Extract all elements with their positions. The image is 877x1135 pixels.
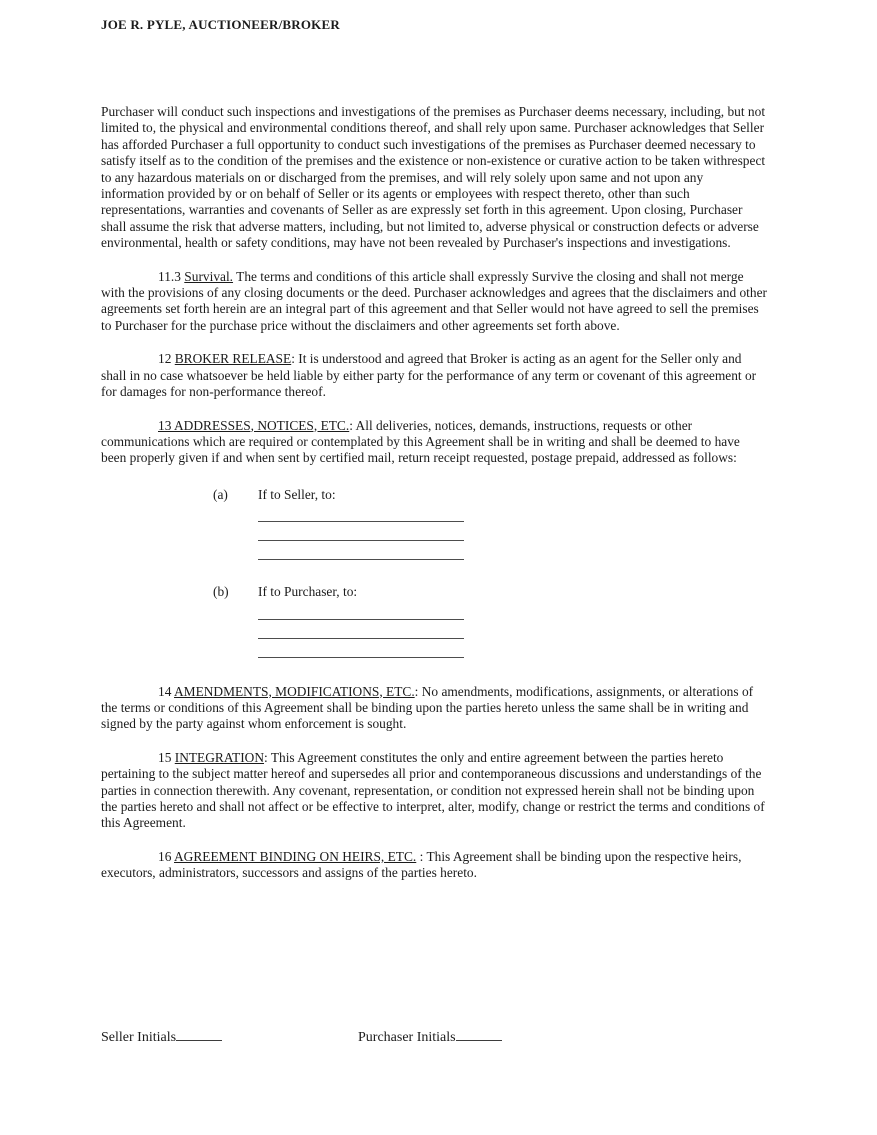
document-body — [101, 104, 767, 899]
notice-label-b: (b) — [213, 584, 229, 600]
seller-address-line-2 — [258, 522, 464, 541]
notice-text-seller: If to Seller, to: — [258, 486, 336, 502]
notice-address-seller — [101, 487, 767, 560]
section-heading: BROKER RELEASE — [174, 351, 292, 367]
section-body-text: : No amendments, modifications, assignments, or alterations of the terms or conditions of this Agreement shall be binding upon the parties hereto unless the same shall be in writing and signed by the party against whom enforcement is sought. — [101, 683, 754, 732]
section-13-addresses-notices — [101, 418, 767, 467]
section-body-text: The terms and conditions of this article shall expressly Survive the closing and shall not merge with the provisions of any closing documents or the deed. Purchaser acknowledges and agrees that the disclaimers and other agreements set forth herein are an integral part of this agreement and that Seller would not have agreed to sell the premises to Purchaser for the purchase price without the disclaimers and other agreements set forth above. — [101, 268, 767, 333]
purchaser-address-line-1 — [258, 601, 464, 620]
purchaser-address-line-3 — [258, 639, 464, 658]
purchaser-initials-blank — [456, 1026, 502, 1041]
seller-initials-blank — [176, 1026, 222, 1041]
purchaser-address-blank-lines — [258, 601, 464, 658]
notice-address-purchaser — [101, 584, 767, 657]
purchaser-initials-field — [358, 1026, 502, 1047]
section-heading: AMENDMENTS, MODIFICATIONS, ETC. — [174, 683, 415, 699]
section-number: 15 — [158, 749, 175, 765]
section-body-text: : This Agreement constitutes the only and entire agreement between the parties hereto pertaining to the subject matter hereof and supersedes all prior and contemporaneous discussions and understandings of the parties in connection therewith. Any covenant, representation, or condition not expressed herein shall not be binding upon the parties hereto and shall not affect or be effective to interpret, alter, modify, change or restrict the terms and conditions of this Agreement. — [101, 749, 765, 831]
purchaser-initials-label: Purchaser Initials — [358, 1030, 456, 1045]
section-heading: 13 ADDRESSES, NOTICES, ETC. — [158, 417, 350, 433]
notice-label-a: (a) — [213, 486, 228, 502]
notice-row-seller — [101, 487, 767, 503]
seller-address-line-1 — [258, 503, 464, 522]
paragraph-inspections: Purchaser will conduct such inspections and investigations of the premises as Purchaser deems necessary, including, but not limited to, the physical and environmental conditions thereof, and shall rely upon same. Purchaser acknowledges that Seller has afforded Purchaser a full opportunity to conduct such investigations of the premises as Purchaser deemed necessary to satisfy itself as to the condition of the premises and the existence or non-existence or curative action to be taken withrespect to any hazardous materials on or discharged from the premises, and will rely solely upon same and not upon any information provided by or on behalf of Seller or its agents or employees with respect thereto, other than such representations, warranties and covenants of Seller as are expressly set forth in this agreement. Upon closing, Purchaser shall assume the risk that adverse matters, including, but not limited to, adverse physical or construction defects or adverse environmental, health or safety conditions, may have not been revealed by Purchaser's inspections and investigations. — [101, 104, 766, 251]
section-body-text: : This Agreement shall be binding upon the respective heirs, executors, administrators, successors and assigns of the parties hereto. — [101, 848, 742, 881]
section-heading: INTEGRATION — [174, 749, 265, 765]
notice-row-purchaser — [101, 584, 767, 600]
purchaser-address-line-2 — [258, 620, 464, 639]
seller-address-blank-lines — [258, 503, 464, 560]
section-11-3-survival — [101, 269, 767, 335]
document-header-title: JOE R. PYLE, AUCTIONEER/BROKER — [101, 17, 340, 32]
seller-address-line-3 — [258, 541, 464, 560]
section-body-text: : It is understood and agreed that Broker is acting as an agent for the Seller only and shall in no case whatsoever be held liable by either party for the performance of any term or covenant of this agreement or for damages for non-performance thereof. — [101, 351, 757, 400]
section-body-text: : All deliveries, notices, demands, instructions, requests or other communications which are required or contemplated by this Agreement shall be in writing and shall be deemed to have been properly given if and when sent by certified mail, return receipt requested, postage prepaid, addressed as follows: — [101, 417, 740, 466]
section-16-binding-on-heirs — [101, 849, 767, 882]
section-12-broker-release — [101, 351, 767, 400]
section-14-amendments — [101, 684, 767, 733]
section-number: 12 — [158, 351, 175, 367]
seller-initials-label: Seller Initials — [101, 1030, 177, 1045]
section-number: 11.3 — [158, 268, 185, 284]
section-number: 16 — [158, 848, 174, 864]
section-15-integration — [101, 750, 767, 832]
seller-initials-field — [101, 1026, 222, 1047]
notice-text-purchaser: If to Purchaser, to: — [258, 584, 358, 600]
section-heading: Survival. — [184, 268, 234, 284]
section-heading: AGREEMENT BINDING ON HEIRS, ETC. — [174, 848, 417, 864]
section-number: 14 — [158, 683, 174, 699]
